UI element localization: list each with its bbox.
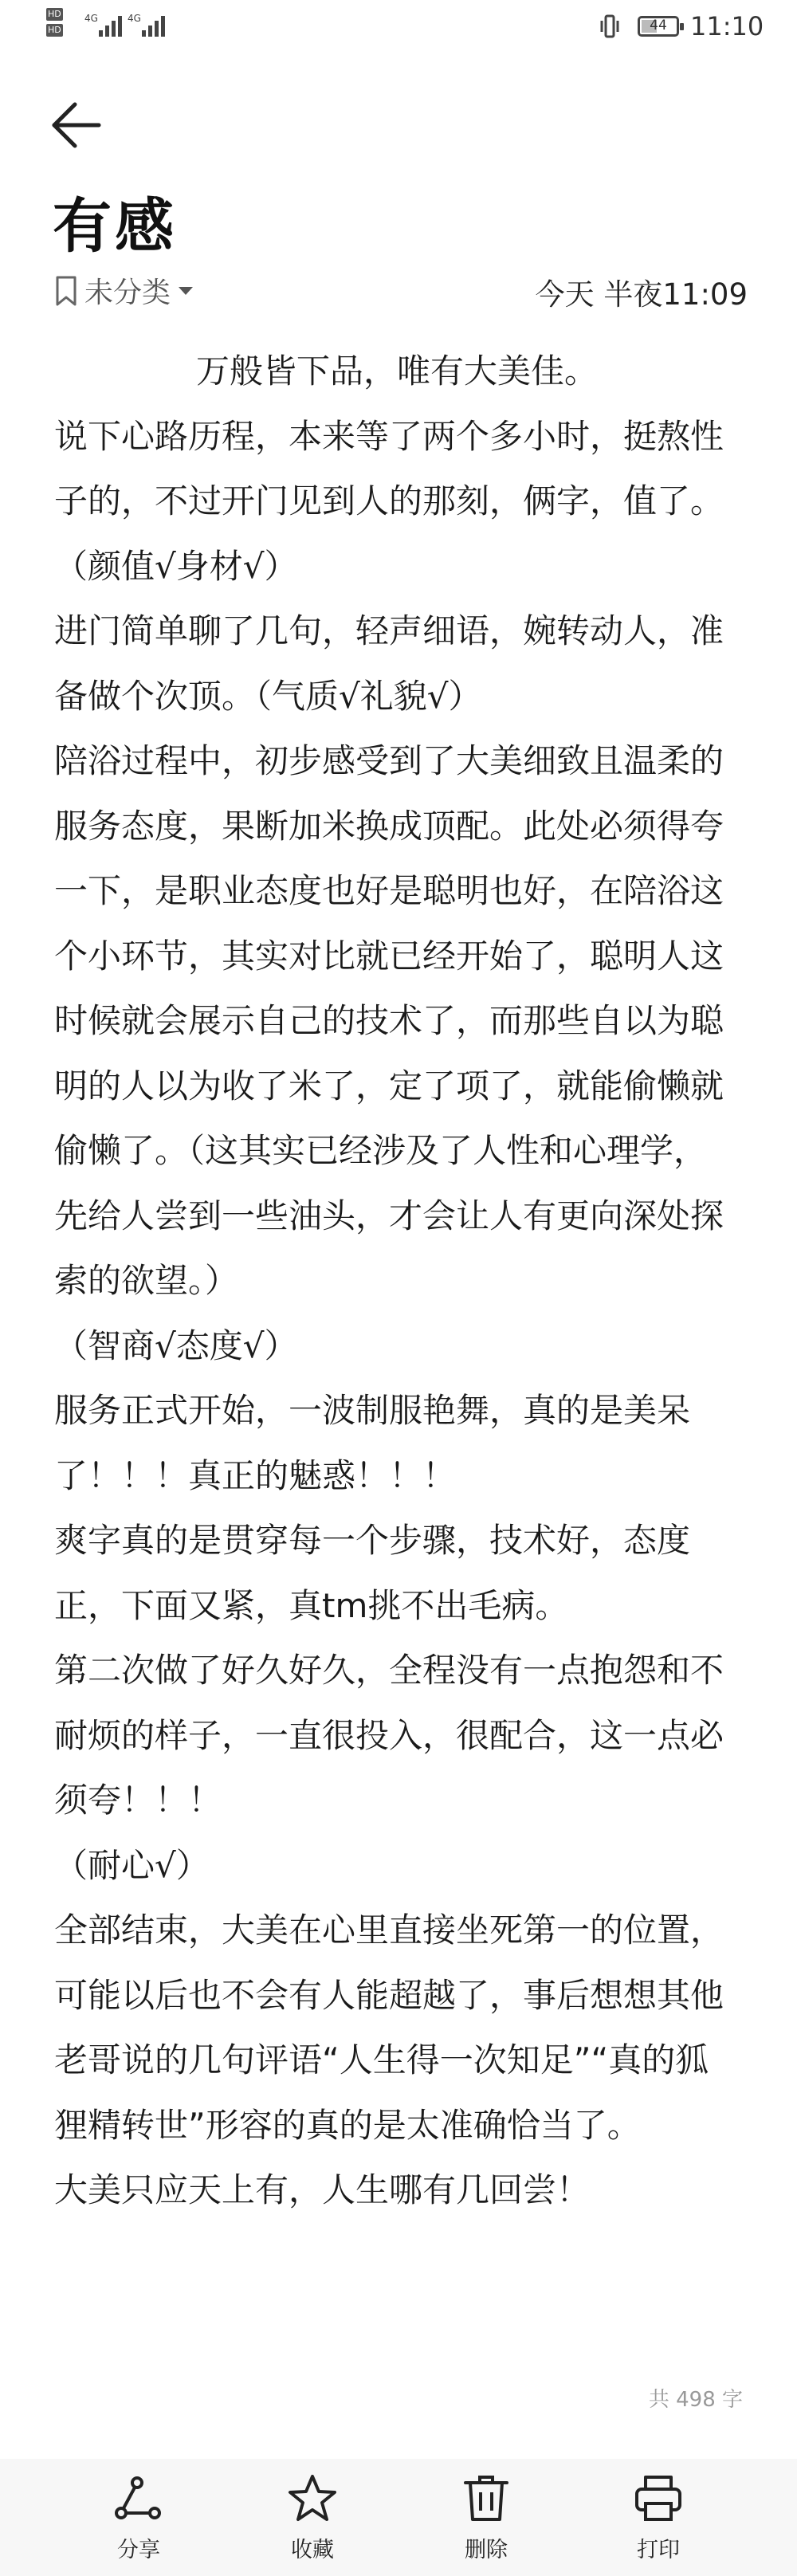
note-paragraph-1: 万般皆下品，唯有大美佳。 <box>195 351 598 391</box>
note-paragraph-8: 第二次做了好久好久，全程没有一点抱怨和不耐烦的样子，一直很投入，很配合，这一点必须夸！！！ <box>54 1651 724 1820</box>
signal-icon <box>99 14 122 37</box>
note-paragraph-11: 大美只应天上有，人生哪有几回尝！ <box>54 2170 591 2209</box>
delete-label: 删除 <box>465 2538 508 2562</box>
category-selector[interactable] <box>54 270 194 311</box>
share-label: 分享 <box>117 2538 160 2562</box>
battery-icon <box>638 16 679 37</box>
bottom-toolbar <box>0 2459 797 2576</box>
battery-level: 44 <box>650 18 667 33</box>
print-button[interactable] <box>603 2473 714 2563</box>
network-type: 4G <box>84 13 98 24</box>
status-bar <box>0 0 797 57</box>
network-type-2: 4G <box>128 13 141 24</box>
note-paragraph-7: 爽字真的是贯穿每一个步骤，技术好，态度正，下面又紧，真tm挑不出毛病。 <box>54 1521 691 1625</box>
battery-tip <box>680 23 684 30</box>
note-title: 有感 <box>53 192 177 261</box>
signal-icon-2 <box>142 14 165 37</box>
sim2-hd-badge: HD <box>48 25 61 35</box>
caret-down-icon <box>177 285 194 296</box>
note-paragraph-4: 陪浴过程中，初步感受到了大美细致且温柔的服务态度，果断加米换成顶配。此处必须得夸一下，是职业态度也好是聪明也好，在陪浴这个小环节，其实对比就已经开始了，聪明人这时候就会展示自己的技术了，而那些自以为聪明的人以为收了米了，定了项了，就能偷懒就偷懒了。（这其实已经涉及了人性和心理学，先给人尝到一些油头，才会让人有更向深处探索的欲望。） <box>54 741 724 1300</box>
note-body[interactable] <box>54 339 740 2223</box>
vibrate-icon <box>599 14 620 38</box>
note-paragraph-10: 全部结束，大美在心里直接坐死第一的位置，可能以后也不会有人能超越了，事后想想其他老哥说的几句评语“人生得一次知足”“真的狐狸精转世”形容的真的是太准确恰当了。 <box>54 1910 724 2145</box>
print-label: 打印 <box>637 2538 680 2562</box>
note-paragraph-6: 服务正式开始，一波制服艳舞，真的是美呆了！！！真正的魅惑！！！ <box>54 1391 691 1495</box>
note-paragraph-2: 说下心路历程，本来等了两个多小时，挺熬性子的，不过开门见到人的那刻，俩字，值了。（颜值√身材√） <box>54 416 724 586</box>
note-paragraph-9: （耐心√） <box>54 1845 210 1885</box>
share-icon <box>113 2473 164 2524</box>
sim-indicators <box>46 8 65 37</box>
share-button[interactable] <box>83 2473 194 2563</box>
note-date: 今天 半夜11:09 <box>535 277 748 312</box>
favorite-label: 收藏 <box>291 2538 334 2562</box>
note-paragraph-5: （智商√态度√） <box>54 1325 298 1365</box>
star-icon <box>287 2473 338 2524</box>
delete-button[interactable] <box>430 2473 542 2563</box>
sim1-hd-badge: HD <box>48 9 61 19</box>
note-meta <box>54 267 748 315</box>
note-paragraph-3: 进门简单聊了几句，轻声细语，婉转动人，准备做个次顶。（气质√礼貌√） <box>54 611 724 716</box>
bookmark-icon <box>54 275 78 307</box>
trash-icon <box>461 2473 512 2524</box>
back-button[interactable] <box>49 97 105 153</box>
word-count: 共 498 字 <box>648 2388 743 2412</box>
status-time: 11:10 <box>690 11 764 41</box>
arrow-left-icon <box>49 97 105 153</box>
favorite-button[interactable] <box>257 2473 368 2563</box>
category-label: 未分类 <box>84 277 171 309</box>
printer-icon <box>633 2473 684 2524</box>
